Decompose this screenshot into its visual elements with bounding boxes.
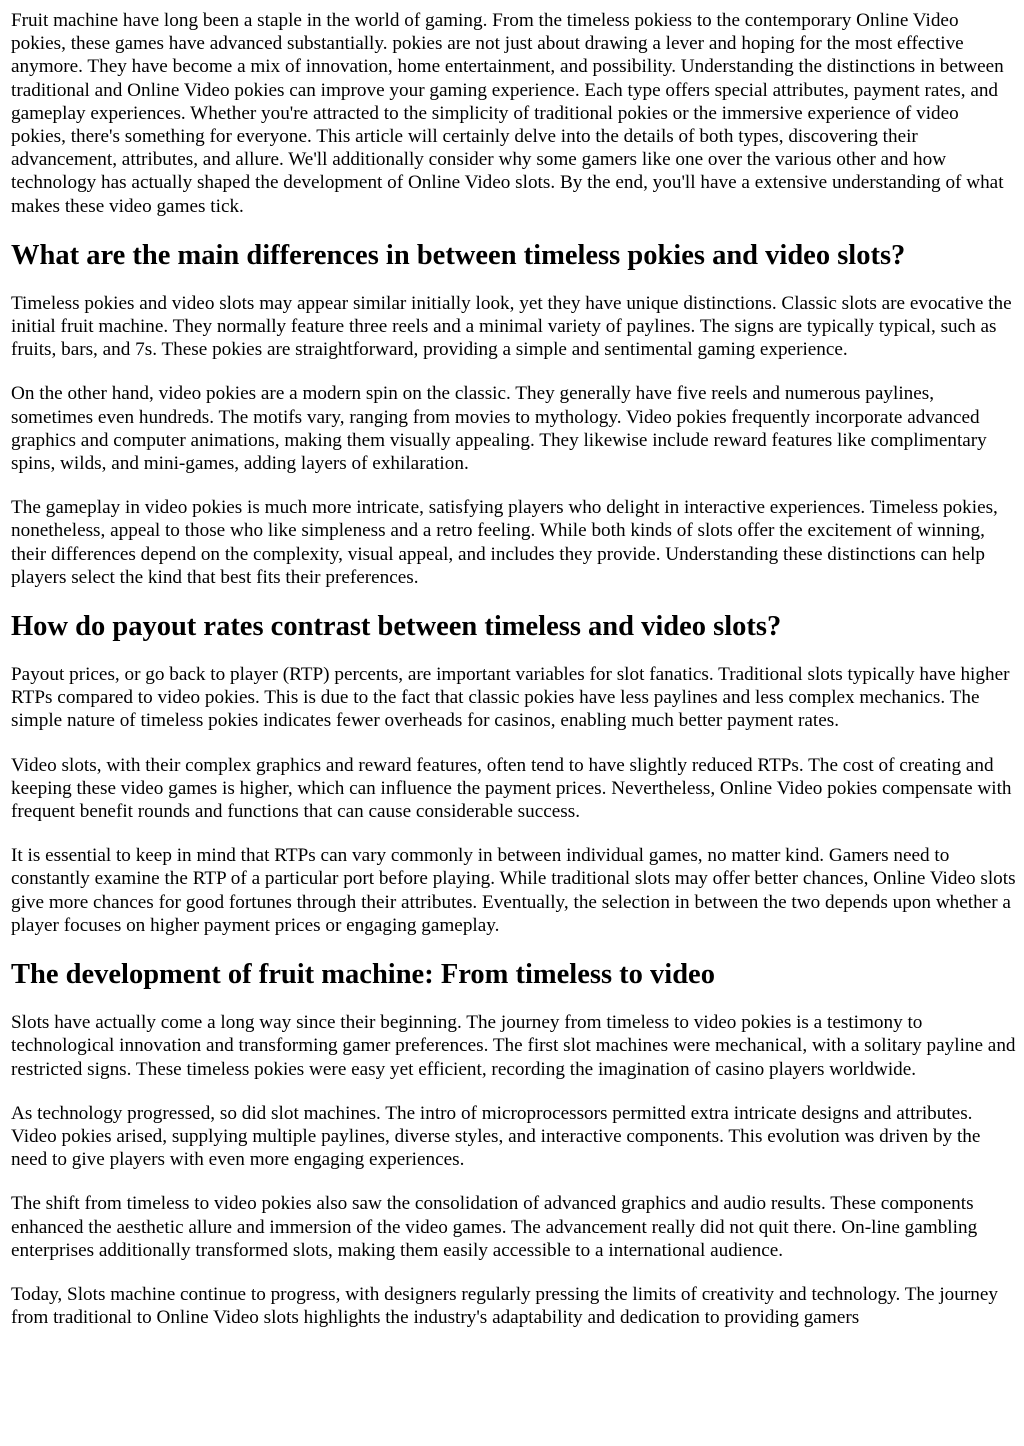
- paragraph: The shift from timeless to video pokies also saw the consolidation of advanced graphics and audio results. These components enhanced the aesthetic allure and immersion of the video games. The advancement really did not quit there. On-line gambling enterprises additionally transformed slots, making them easily accessible to a international audience.: [11, 1193, 978, 1261]
- section-heading-differences: What are the main differences in between timeless pokies and video slots?: [11, 239, 906, 271]
- paragraph: Video slots, with their complex graphics and reward features, often tend to have slightly reduced RTPs. The cost of creating and keeping these video games is higher, which can influence the payment prices. Nevertheless, Online Video pokies compensate with frequent benefit rounds and functions that can cause considerable success.: [11, 754, 1012, 823]
- paragraph: Timeless pokies and video slots may appear similar initially look, yet they have unique distinctions. Classic slots are evocative the initial fruit machine. They normally feature three reels and a minimal variety of paylines. The signs are typically typical, such as fruits, bars, and 7s. These pokies are straightforward, providing a simple and sentimental gaming experience.: [11, 292, 1012, 361]
- intro-paragraph: Fruit machine have long been a staple in the world of gaming. From the timeless pokiess to the contemporary Online Video pokies, these games have advanced substantially. pokies are not just about drawing a lever and hoping for the most effective anymore. They have become a mix of innovation, home entertainment, and possibility. Understanding the distinctions in between traditional and Online Video pokies can improve your gaming experience. Each type offers special attributes, payment rates, and gameplay experiences. Whether you're attracted to the simplicity of traditional pokies or the immersive experience of video pokies, there's something for everyone. This article will certainly delve into the details of both types, discovering their advancement, attributes, and allure. We'll additionally consider why some gamers like one over the various other and how technology has actually shaped the development of Online Video slots. By the end, you'll have a extensive understanding of what makes these video games tick.: [11, 10, 1004, 217]
- paragraph: It is essential to keep in mind that RTPs can vary commonly in between individual games, no matter kind. Gamers need to constantly examine the RTP of a particular port before playing. While traditional slots may offer better chances, Online Video slots give more chances for good fortunes through their attributes. Eventually, the selection in between the two depends upon whether a player focuses on higher payment prices or engaging gameplay.: [11, 845, 1016, 936]
- paragraph: Slots have actually come a long way since their beginning. The journey from timeless to video pokies is a testimony to technological innovation and transforming gamer preferences. The first slot machines were mechanical, with a solitary payline and restricted signs. These timeless pokies were easy yet efficient, recording the imagination of casino players worldwide.: [11, 1012, 1016, 1080]
- paragraph: Payout prices, or go back to player (RTP) percents, are important variables for slot fanatics. Traditional slots typically have higher RTPs compared to video pokies. This is due to the fact that classic pokies have less paylines and less complex mechanics. The simple nature of timeless pokies indicates fewer overheads for casinos, enabling much better payment rates.: [11, 664, 1010, 732]
- paragraph: On the other hand, video pokies are a modern spin on the classic. They generally have five reels and numerous paylines, sometimes even hundreds. The motifs vary, ranging from movies to mythology. Video pokies frequently incorporate advanced graphics and computer animations, making them visually appealing. They likewise include reward features like complimentary spins, wilds, and mini-games, adding layers of exhilaration.: [11, 383, 987, 475]
- section-heading-payout-rates: How do payout rates contrast between timeless and video slots?: [11, 611, 782, 643]
- paragraph: The gameplay in video pokies is much more intricate, satisfying players who delight in interactive experiences. Timeless pokies, nonetheless, appeal to those who like simpleness and a retro feeling. While both kinds of slots offer the excitement of winning, their differences depend on the complexity, visual appeal, and includes they provide. Understanding these distinctions can help players select the kind that best fits their preferences.: [11, 497, 998, 588]
- paragraph: As technology progressed, so did slot machines. The intro of microprocessors permitted extra intricate designs and attributes. Video pokies arised, supplying multiple paylines, diverse styles, and interactive components. This evolution was driven by the need to give players with even more engaging experiences.: [11, 1102, 981, 1171]
- paragraph: Today, Slots machine continue to progress, with designers regularly pressing the limits of creativity and technology. The journey from traditional to Online Video slots highlights the industry's adaptability and dedication to providing gamers: [11, 1283, 998, 1329]
- section-heading-development: The development of fruit machine: From timeless to video: [11, 959, 715, 991]
